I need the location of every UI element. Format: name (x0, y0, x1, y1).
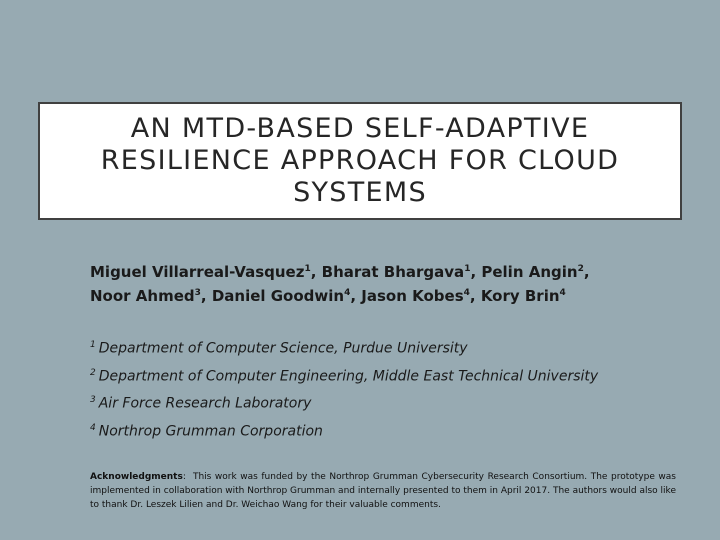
author: Noor Ahmed$^3$, (90, 287, 212, 305)
affiliation-item: $^2$ Department of Computer Engineering, Middle East Technical University (90, 367, 599, 385)
author-list (90, 260, 690, 308)
affiliation-item: $^1$ Department of Computer Science, Purdue University (90, 340, 468, 357)
author: Miguel Villarreal-Vasquez$^1$, (90, 263, 322, 281)
author: Kory Brin$^4$ (480, 287, 566, 305)
author: Daniel Goodwin$^4$, (211, 287, 362, 305)
acknowledgments-label: Acknowledgments (90, 472, 183, 482)
affiliation-item: $^3$ Air Force Research Laboratory (90, 395, 312, 412)
acknowledgments-text: This work was funded by the Northrop Grumman Cybersecurity Research Consortium. The prototype was implemented in collaboration with Northrop Grumman and internally presented to them in April 2017. The authors would also like to thank Dr. Leszek Lilien and Dr. Weichao Wang for their valuable comments. (90, 472, 676, 510)
author: Jason Kobes$^4$, (361, 287, 481, 305)
affiliation-list (90, 333, 700, 444)
author: Pelin Angin$^2$, (481, 263, 590, 281)
title-box (38, 102, 682, 220)
acknowledgments: Acknowledgments: This work was funded by the Northrop Grumman Cybersecurity Research Consortium. The prototype was implemented in collaboration with Northrop Grumman and internally presented to them in April 2017. The authors would also like to thank Dr. Leszek Lilien and Dr. Weichao Wang for their valuable comments. (90, 472, 676, 510)
affiliation-item: $^4$ Northrop Grumman Corporation (90, 422, 323, 440)
author: Bharat Bhargava$^1$, (321, 263, 482, 281)
slide-title: AN MTD-BASED SELF-ADAPTIVE RESILIENCE APPROACH FOR CLOUD SYSTEMS (100, 113, 620, 208)
